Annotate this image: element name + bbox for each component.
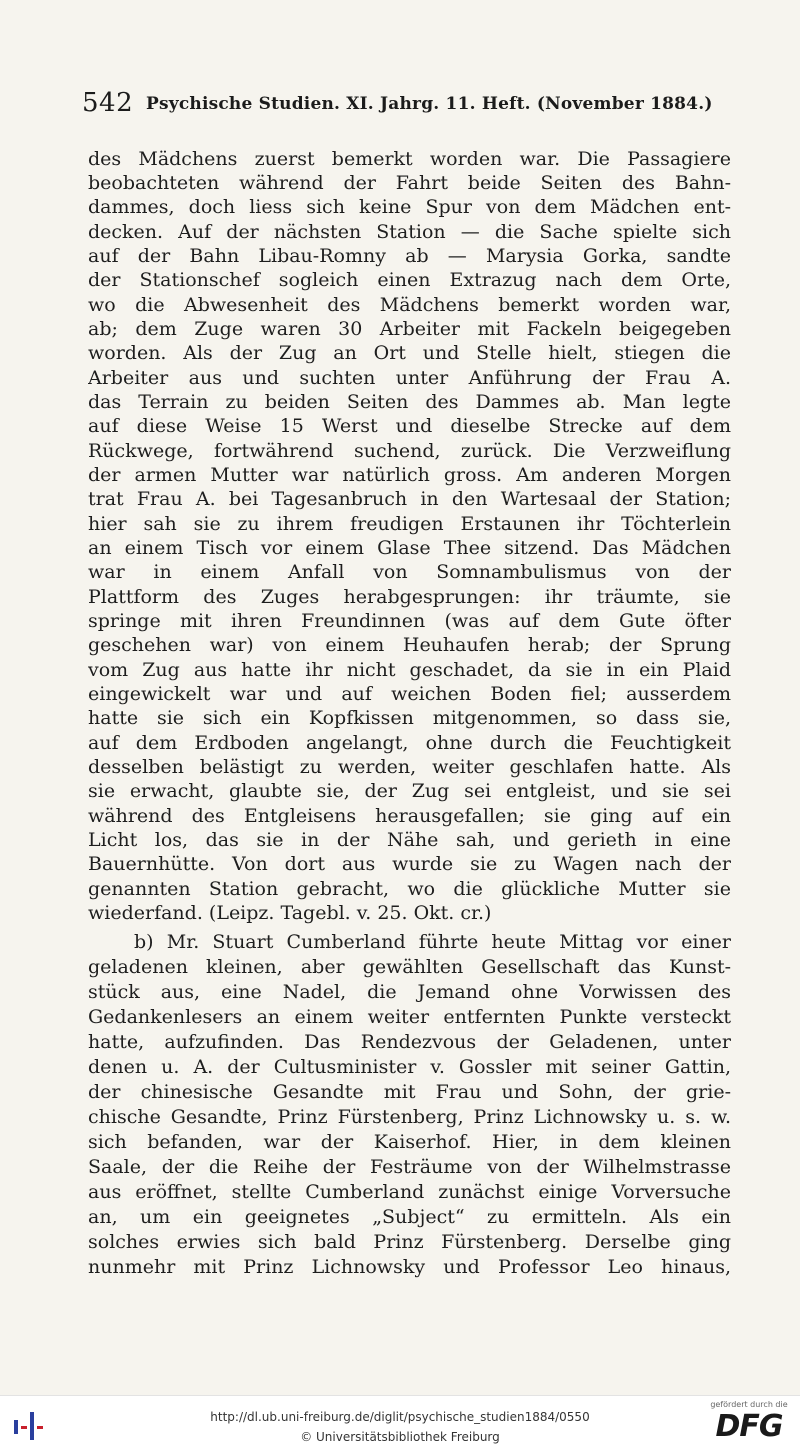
text-line: der chinesische Gesandte mit Frau und Sohn, der grie-: [88, 1081, 731, 1103]
text-line: der Stationschef sogleich einen Extrazug nach dem Orte,: [88, 269, 731, 291]
text-line: springe mit ihren Freundinnen (was auf dem Gute öfter: [88, 610, 731, 632]
text-line: chische Gesandte, Prinz Fürstenberg, Prinz Lichnowsky u. s. w.: [88, 1106, 731, 1128]
text-line: beobachteten während der Fahrt beide Seiten des Bahn-: [88, 172, 731, 194]
text-line: an, um ein geeignetes „Subject“ zu ermitteln. Als ein: [88, 1206, 731, 1228]
text-line: an einem Tisch vor einem Glase Thee sitzend. Das Mädchen: [88, 537, 731, 559]
text-line: während des Entgleisens herausgefallen; sie ging auf ein: [88, 805, 731, 827]
text-line: worden. Als der Zug an Ort und Stelle hielt, stiegen die: [88, 342, 731, 364]
text-line: wiederfand. (Leipz. Tagebl. v. 25. Okt. cr.): [88, 902, 492, 924]
text-line: Arbeiter aus und suchten unter Anführung der Frau A.: [88, 367, 731, 389]
text-line: nunmehr mit Prinz Lichnowsky und Professor Leo hinaus,: [88, 1256, 731, 1278]
dfg-logo[interactable]: [708, 1400, 790, 1448]
text-line: Plattform des Zuges herabgesprungen: ihr träumte, sie: [88, 586, 731, 608]
text-line: Rückwege, fortwährend suchend, zurück. Die Verzweiflung: [88, 440, 731, 462]
text-line: auf diese Weise 15 Werst und dieselbe Strecke auf dem: [88, 415, 731, 437]
text-line: Gedankenlesers an einem weiter entfernten Punkte versteckt: [88, 1006, 731, 1028]
text-line: genannten Station gebracht, wo die glückliche Mutter sie: [88, 878, 731, 900]
running-head-title: Psychische Studien. XI. Jahrg. 11. Heft. (November 1884.): [146, 94, 713, 114]
permalink-url[interactable]: http://dl.ub.uni-freiburg.de/diglit/psychische_studien1884/0550: [210, 1410, 590, 1424]
text-line: vom Zug aus hatte ihr nicht geschadet, da sie in ein Plaid: [88, 659, 731, 681]
text-line: sich befanden, war der Kaiserhof. Hier, in dem kleinen: [88, 1131, 731, 1153]
running-header: [82, 88, 722, 122]
logo-dash: [37, 1426, 43, 1429]
text-line: geschehen war) von einem Heuhaufen herab; der Sprung: [88, 634, 731, 656]
text-line: auf der Bahn Libau-Romny ab — Marysia Gorka, sandte: [88, 245, 731, 267]
text-line: Licht los, das sie in der Nähe sah, und gerieth in eine: [88, 829, 731, 851]
text-line: hatte sie sich ein Kopfkissen mitgenommen, so dass sie,: [88, 707, 731, 729]
text-line: b) Mr. Stuart Cumberland führte heute Mittag vor einer: [134, 931, 731, 953]
text-line: ab; dem Zuge waren 30 Arbeiter mit Fackeln beigegeben: [88, 318, 731, 340]
text-line: desselben belästigt zu werden, weiter geschlafen hatte. Als: [88, 756, 731, 778]
text-line: trat Frau A. bei Tagesanbruch in den Wartesaal der Station;: [88, 488, 731, 510]
logo-dash: [21, 1426, 27, 1429]
text-line: auf dem Erdboden angelangt, ohne durch die Feuchtigkeit: [88, 732, 731, 754]
text-line: der armen Mutter war natürlich gross. Am anderen Morgen: [88, 464, 731, 486]
text-line: denen u. A. der Cultusminister v. Gossler mit seiner Gattin,: [88, 1056, 731, 1078]
text-line: hatte, aufzufinden. Das Rendezvous der Geladenen, unter: [88, 1031, 731, 1053]
copyright-notice: © Universitätsbibliothek Freiburg: [300, 1430, 500, 1444]
text-line: war in einem Anfall von Somnambulismus von der: [88, 561, 731, 583]
viewer-footer: [0, 1395, 800, 1451]
dfg-wordmark: DFG: [715, 1409, 783, 1444]
page-number: 542: [82, 88, 134, 118]
text-line: Saale, der die Reihe der Festräume von der Wilhelmstrasse: [88, 1156, 731, 1178]
dfg-tagline: gefördert durch die: [710, 1400, 788, 1409]
text-line: geladenen kleinen, aber gewählten Gesellschaft das Kunst-: [88, 956, 731, 978]
text-line: dammes, doch liess sich keine Spur von dem Mädchen ent-: [88, 196, 731, 218]
text-line: solches erwies sich bald Prinz Fürstenberg. Derselbe ging: [88, 1231, 731, 1253]
text-line: hier sah sie zu ihrem freudigen Erstaunen ihr Töchterlein: [88, 513, 731, 535]
text-line: eingewickelt war und auf weichen Boden fiel; ausserdem: [88, 683, 731, 705]
text-line: stück aus, eine Nadel, die Jemand ohne Vorwissen des: [88, 981, 731, 1003]
text-line: wo die Abwesenheit des Mädchens bemerkt worden war,: [88, 294, 731, 316]
text-line: sie erwacht, glaubte sie, der Zug sei entgleist, und sie sei: [88, 780, 731, 802]
text-line: das Terrain zu beiden Seiten des Dammes ab. Man legte: [88, 391, 731, 413]
text-line: Bauernhütte. Von dort aus wurde sie zu Wagen nach der: [88, 853, 731, 875]
text-line: des Mädchens zuerst bemerkt worden war. Die Passagiere: [88, 148, 731, 170]
text-line: aus eröffnet, stellte Cumberland zunächst einige Vorversuche: [88, 1181, 731, 1203]
text-line: decken. Auf der nächsten Station — die Sache spielte sich: [88, 221, 731, 243]
